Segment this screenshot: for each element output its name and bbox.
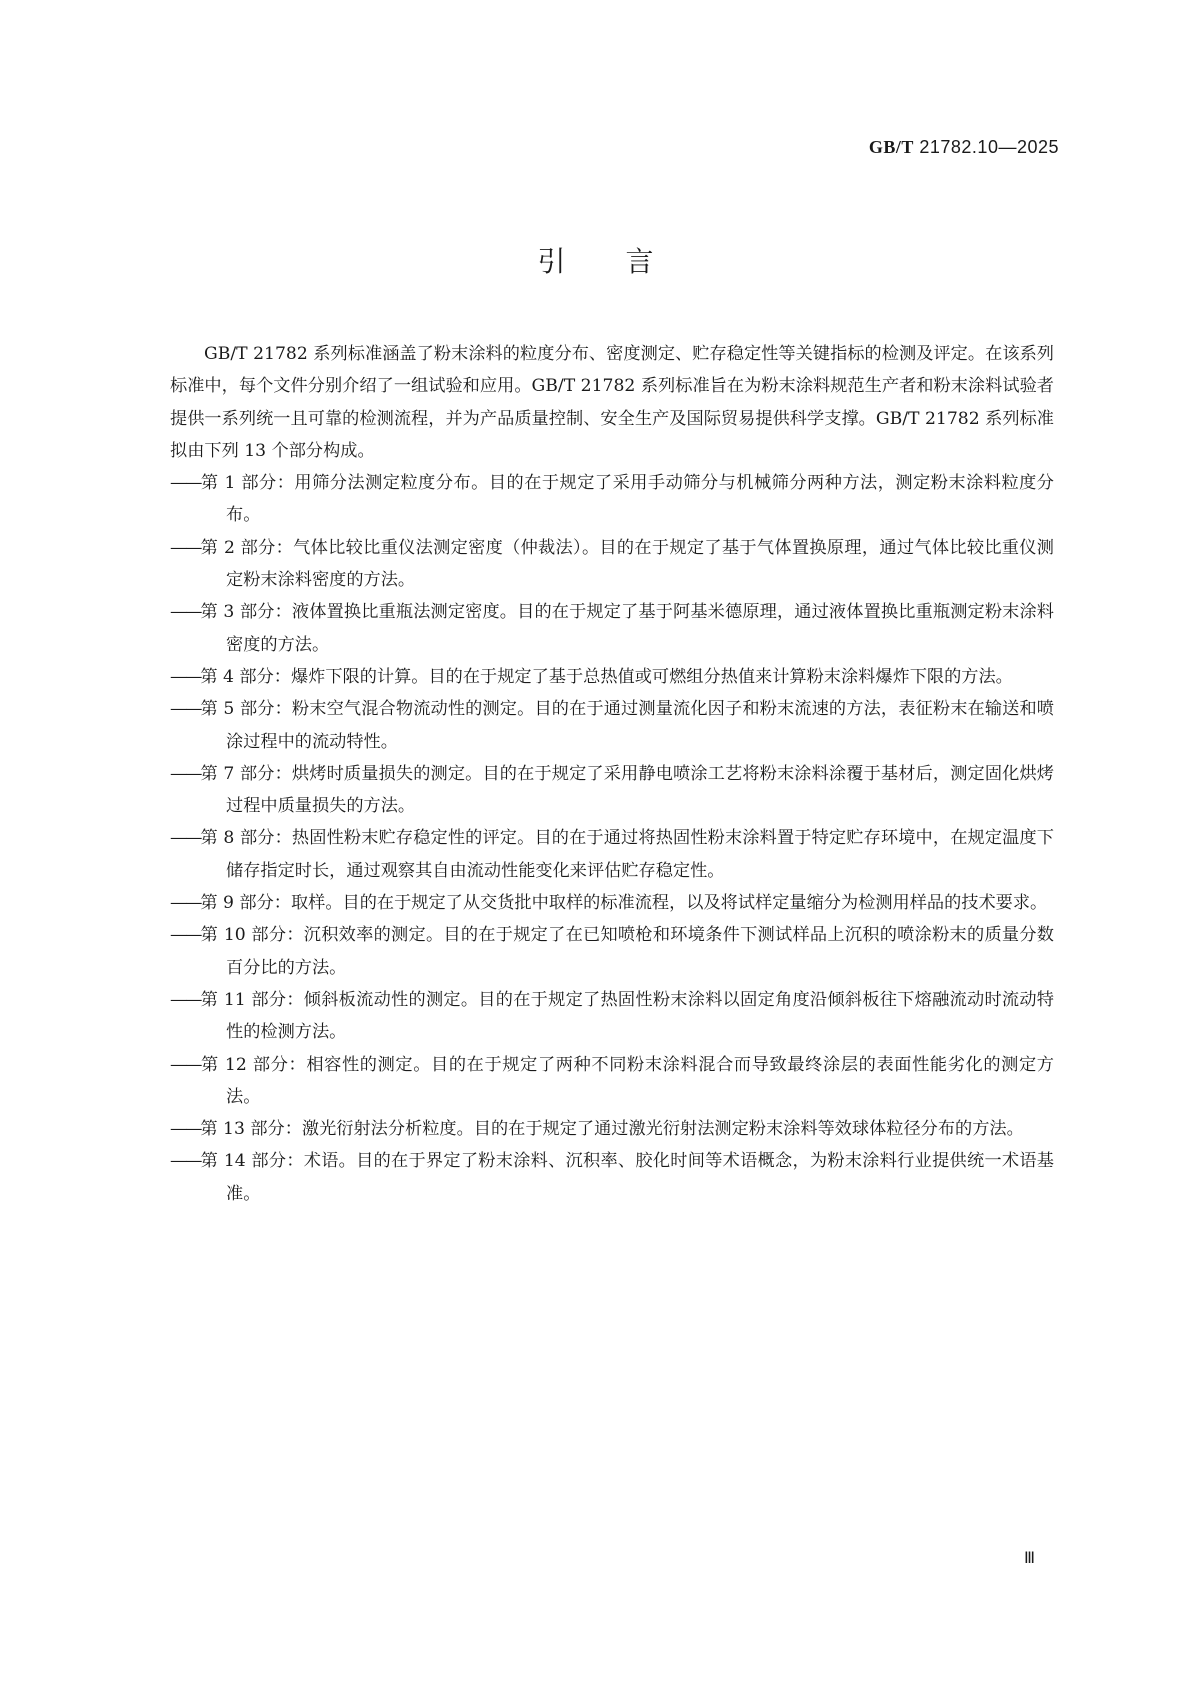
dash-marker: ——	[170, 828, 201, 849]
dash-marker: ——	[170, 1119, 201, 1140]
list-item	[170, 758, 1054, 823]
dash-marker: ——	[170, 989, 201, 1010]
list-item-text: 第 7 部分：烘烤时质量损失的测定。目的在于规定了采用静电喷涂工艺将粉末涂料涂覆于基材后，测定固化烘烤过程中质量损失的方法。	[200, 763, 1054, 817]
dash-marker: ——	[170, 763, 201, 784]
parts-list	[170, 467, 1054, 1210]
list-item	[170, 887, 1054, 919]
dash-marker: ——	[170, 699, 201, 720]
list-item-text: 第 13 部分：激光衍射法分析粒度。目的在于规定了通过激光衍射法测定粉末涂料等效球体粒径分布的方法。	[200, 1119, 1024, 1140]
list-item-text: 第 12 部分：相容性的测定。目的在于规定了两种不同粉末涂料混合而导致最终涂层的表面性能劣化的测定方法。	[200, 1054, 1054, 1107]
intro-paragraph: GB/T 21782 系列标准涵盖了粉末涂料的粒度分布、密度测定、贮存稳定性等关键指标的检测及评定。在该系列标准中，每个文件分别介绍了一组试验和应用。GB/T 21782 系列标准旨在为粉末涂料规范生产者和粉末涂料试验者提供一系列统一且可靠的检测流程，并为产品质量控制、安全生产及国际贸易提供科学支撑。GB/T 21782 系列标准拟由下列 13 个部分构成。	[170, 344, 1054, 461]
document-body	[170, 338, 1054, 1210]
list-item	[170, 822, 1054, 887]
list-item-text: 第 2 部分：气体比较比重仪法测定密度（仲裁法）。目的在于规定了基于气体置换原理，通过气体比较比重仪测定粉末涂料密度的方法。	[200, 537, 1054, 591]
list-item-text: 第 8 部分：热固性粉末贮存稳定性的评定。目的在于通过将热固性粉末涂料置于特定贮存环境中，在规定温度下储存指定时长，通过观察其自由流动性能变化来评估贮存稳定性。	[200, 828, 1054, 881]
list-item-text: 第 11 部分：倾斜板流动性的测定。目的在于规定了热固性粉末涂料以固定角度沿倾斜板往下熔融流动时流动特性的检测方法。	[200, 989, 1054, 1043]
dash-marker: ——	[170, 473, 201, 494]
standard-prefix: GB/T	[868, 137, 914, 157]
list-item-text: 第 3 部分：液体置换比重瓶法测定密度。目的在于规定了基于阿基米德原理，通过液体置换比重瓶测定粉末涂料密度的方法。	[200, 602, 1054, 655]
list-item	[170, 467, 1054, 532]
dash-marker: ——	[170, 602, 201, 623]
dash-marker: ——	[170, 666, 201, 687]
standard-number: 21782.10—2025	[919, 137, 1059, 157]
list-item-text: 第 9 部分：取样。目的在于规定了从交货批中取样的标准流程，以及将试样定量缩分为检测用样品的技术要求。	[200, 893, 1048, 914]
page-number: Ⅲ	[1024, 1550, 1036, 1567]
list-item	[170, 532, 1054, 597]
dash-marker: ——	[170, 925, 201, 946]
list-item-text: 第 14 部分：术语。目的在于界定了粉末涂料、沉积率、胶化时间等术语概念，为粉末涂料行业提供统一术语基准。	[200, 1151, 1054, 1204]
list-item	[170, 919, 1054, 984]
dash-marker: ——	[170, 893, 201, 914]
list-item-text: 第 5 部分：粉末空气混合物流动性的测定。目的在于通过测量流化因子和粉末流速的方法，表征粉末在输送和喷涂过程中的流动特性。	[200, 699, 1054, 752]
list-item	[170, 984, 1054, 1049]
list-item	[170, 1049, 1054, 1114]
dash-marker: ——	[170, 1054, 201, 1075]
dash-marker: ——	[170, 1151, 201, 1172]
standard-code	[869, 137, 1059, 158]
list-item	[170, 661, 1054, 693]
list-item	[170, 693, 1054, 758]
list-item-text: 第 10 部分：沉积效率的测定。目的在于规定了在已知喷枪和环境条件下测试样品上沉积的喷涂粉末的质量分数百分比的方法。	[200, 925, 1054, 978]
list-item	[170, 596, 1054, 661]
list-item	[170, 1113, 1054, 1145]
list-item	[170, 1145, 1054, 1210]
list-item-text: 第 1 部分：用筛分法测定粒度分布。目的在于规定了采用手动筛分与机械筛分两种方法，测定粉末涂料粒度分布。	[200, 473, 1054, 526]
list-item-text: 第 4 部分：爆炸下限的计算。目的在于规定了基于总热值或可燃组分热值来计算粉末涂料爆炸下限的方法。	[200, 666, 1013, 687]
page-title: 引言	[537, 245, 714, 278]
dash-marker: ——	[170, 537, 201, 558]
